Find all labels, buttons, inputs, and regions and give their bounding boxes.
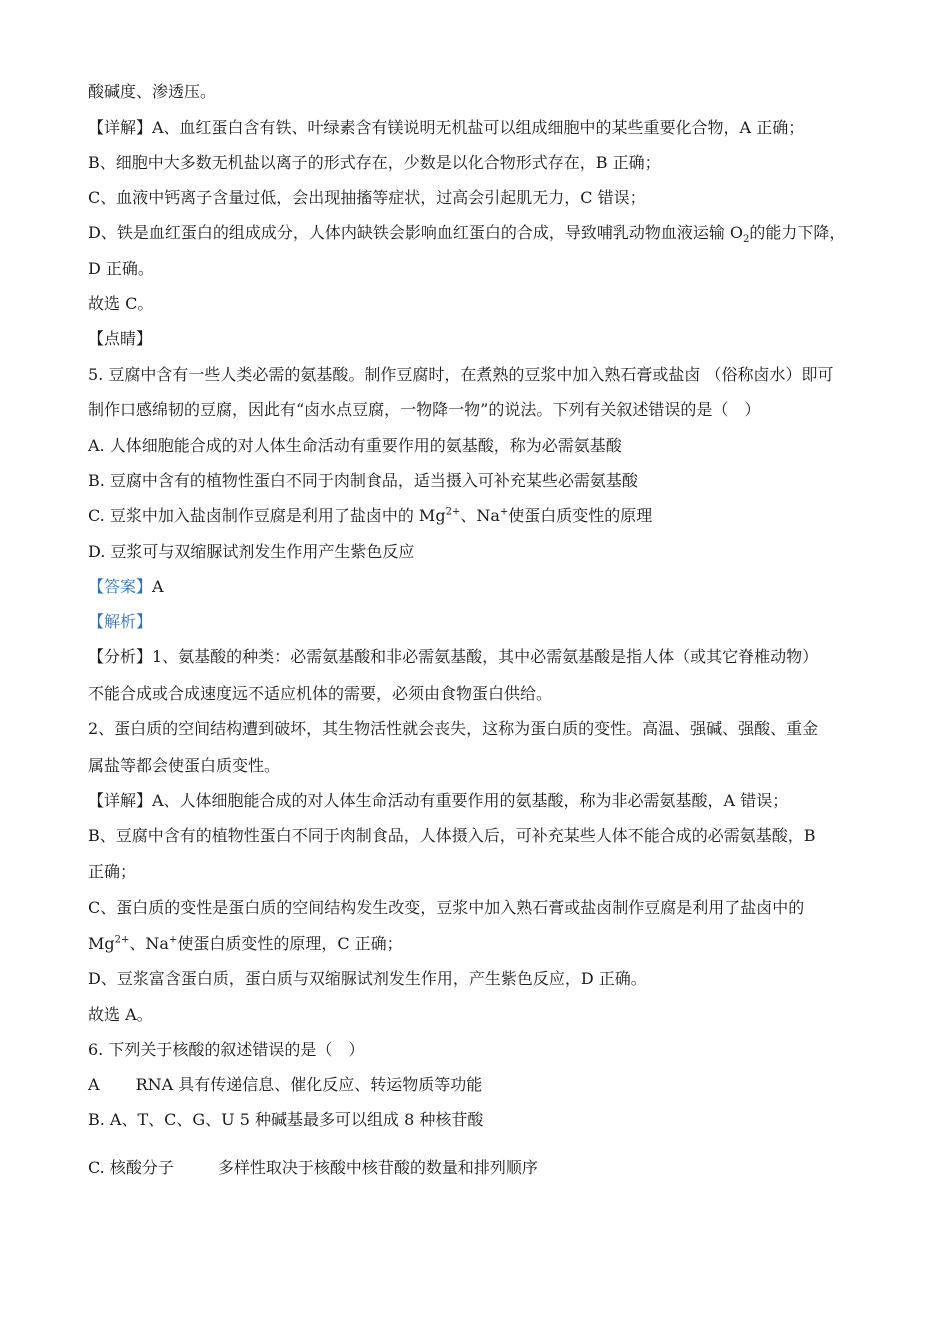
analysis-line: 2、蛋白质的空间结构遭到破坏，其生物活性就会丧失，这称为蛋白质的变性。高温、强碱、强酸、重金 [88, 719, 819, 738]
option-text: C. 核酸分子 [88, 1158, 174, 1177]
note-heading: 【点睛】 [88, 329, 153, 348]
option-c [88, 1158, 538, 1178]
analysis-line: 不能合成或合成速度远不适应机体的需要，必须由食物蛋白供给。 [88, 684, 553, 703]
text-segment: 使蛋白质变性的原理，C 正确； [177, 934, 403, 953]
option-b: B. 豆腐中含有的植物性蛋白不同于肉制食品，适当摄入可补充某些必需氨基酸 [88, 471, 638, 490]
analysis-tag: 【解析】 [88, 612, 153, 631]
detail-line-c: C、蛋白质的变性是蛋白质的空间结构发生改变，豆浆中加入熟石膏或盐卤制作豆腐是利用了盐卤中的 [88, 898, 805, 917]
analysis-line: 【分析】1、氨基酸的种类：必需氨基酸和非必需氨基酸，其中必需氨基酸是指人体（或其它脊椎动物） [88, 647, 819, 666]
option-a [88, 1075, 482, 1095]
answer-value: A [152, 577, 164, 596]
detail-line-b: B、细胞中大多数无机盐以离子的形式存在，少数是以化合物形式存在，B 正确； [88, 153, 661, 172]
answer-choice-line: 故选 A。 [88, 1005, 153, 1024]
option-letter: A [88, 1075, 100, 1094]
answer-tag: 【答案】 [88, 577, 153, 596]
text-segment: 、Na [129, 934, 169, 953]
option-c [88, 506, 652, 526]
detail-line-a: 【详解】A、血红蛋白含有铁、叶绿素含有镁说明无机盐可以组成细胞中的某些重要化合物，A 正确； [88, 118, 805, 137]
detail-line-c-cont [88, 934, 403, 954]
answer-choice-line: 故选 C。 [88, 294, 154, 313]
text-segment: 的能力下降， [749, 223, 846, 242]
text-segment: 使蛋白质变性的原理 [508, 506, 653, 525]
analysis-line: 属盐等都会使蛋白质变性。 [88, 756, 281, 775]
text-segment: Mg [88, 934, 115, 953]
text-line: 正确； [88, 862, 137, 881]
detail-line-d: D、豆浆富含蛋白质，蛋白质与双缩脲试剂发生作用，产生紫色反应，D 正确。 [88, 969, 647, 988]
detail-line-c: C、血液中钙离子含量过低，会出现抽搐等症状，过高会引起肌无力，C 错误； [88, 188, 646, 207]
superscript: + [168, 934, 178, 946]
subscript: 2 [743, 234, 750, 246]
detail-line-a: 【详解】A、人体细胞能合成的对人体生命活动有重要作用的氨基酸，称为非必需氨基酸，A 错误； [88, 791, 789, 810]
text-segment: 、Na [460, 506, 500, 525]
text-line: 酸碱度、渗透压。 [88, 82, 217, 101]
option-b: B. A、T、C、G、U 5 种碱基最多可以组成 8 种核苷酸 [88, 1110, 484, 1129]
text-segment: C. 豆浆中加入盐卤制作豆腐是利用了盐卤中的 Mg [88, 506, 446, 525]
option-a: A. 人体细胞能合成的对人体生命活动有重要作用的氨基酸，称为必需氨基酸 [88, 436, 622, 455]
superscript: 2+ [114, 934, 130, 946]
superscript: 2+ [445, 506, 461, 518]
superscript: + [499, 506, 509, 518]
detail-line-b: B、豆腐中含有的植物性蛋白不同于肉制食品，人体摄入后，可补充某些人体不能合成的必需氨基酸，B [88, 826, 816, 845]
question-5-stem-cont: 制作口感绵韧的豆腐，因此有“卤水点豆腐，一物降一物”的说法。下列有关叙述错误的是（ ） [88, 400, 761, 419]
text-line: D 正确。 [88, 259, 154, 278]
question-5-stem: 5. 豆腐中含有一些人类必需的氨基酸。制作豆腐时，在煮熟的豆浆中加入熟石膏或盐卤 （俗称卤水）即可 [88, 365, 834, 384]
answer-line [88, 577, 164, 597]
detail-line-d [88, 223, 846, 246]
option-text: 多样性取决于核酸中核苷酸的数量和排列顺序 [217, 1158, 538, 1177]
question-6-stem: 6. 下列关于核酸的叙述错误的是（ ） [88, 1040, 365, 1059]
option-text: RNA 具有传递信息、催化反应、转运物质等功能 [135, 1075, 483, 1094]
option-d: D. 豆浆可与双缩脲试剂发生作用产生紫色反应 [88, 542, 415, 561]
text-segment: D、铁是血红蛋白的组成成分，人体内缺铁会影响血红蛋白的合成，导致哺乳动物血液运输 O [88, 223, 744, 242]
